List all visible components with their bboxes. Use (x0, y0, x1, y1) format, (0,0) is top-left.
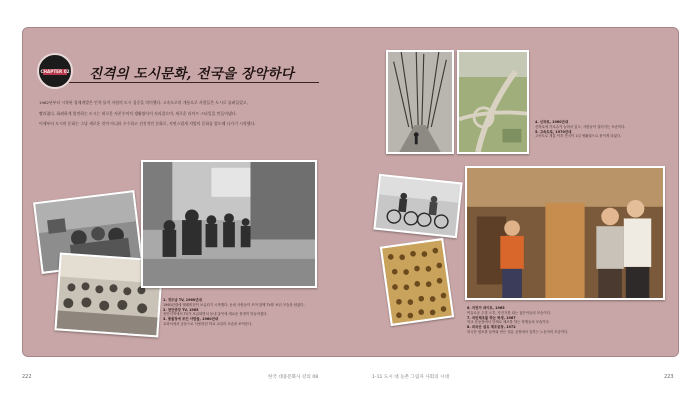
photo-image (382, 240, 452, 324)
caption-block-right-bottom (467, 306, 667, 335)
running-footer-right: 1-11 도시 대 농촌 그림자 사회의 시대 (372, 375, 449, 380)
caption-text: 고속도로 개통 이후 전국이 1일 생활권으로 묶이게 되었다. (535, 134, 622, 139)
caption-head: 4. 신작로, 1960년대 (535, 120, 569, 124)
caption-block-right-top (535, 120, 665, 139)
caption-text: 교과서에서 공동으로 사용하던 학교 교실의 모습을 보여준다. (163, 321, 253, 326)
photo-image (467, 168, 663, 298)
caption-head: 3. 풍물장에 모인 사람들, 1960년대 (163, 317, 219, 322)
caption-head: 7. 국민체조를 하는 학생, 1967 (467, 315, 516, 320)
photo-village-children (141, 160, 317, 288)
badge-text: CHAPTER 02 (40, 69, 70, 74)
running-footer-left: 한국 대중문화사 강의 08 (268, 375, 319, 380)
photo-image (376, 176, 461, 236)
title-underline (69, 82, 319, 83)
caption-text: 외국산 원료를 들여와 만든 섬유 공장에서 일하는 노동자의 모습이다. (467, 329, 569, 334)
caption-text: 여유로운 주말 오후, 자전거를 타는 젊은이들의 모습이다. (467, 310, 551, 315)
caption-head: 1. 귀두남 TV, 1960년대 (163, 298, 202, 302)
photo-image (388, 52, 452, 152)
chapter-badge (37, 53, 73, 89)
photo-exercise (380, 238, 455, 326)
photo-image (459, 52, 527, 152)
page-title: 진격의 도시문화, 전국을 장악하다 (89, 66, 294, 82)
caption-head: 8. 외국산 섬유 제조공장, 1972 (467, 325, 516, 330)
body-line: 이제부터 도시의 문화는 그냥 새로운 것이 아니라 우수하고 선진적인 문화로, 자연스럽게 지방의 문화를 압도해 나가기 시작했다. (39, 121, 256, 126)
caption-text: 1960년대에 텔레비전이 보급되기 시작했다. 동네 사람들이 모여 함께 TV를 보던 모습을 담았다. (163, 302, 305, 307)
page-number-right: 223 (664, 374, 674, 380)
photo-image (143, 162, 315, 286)
body-line: 빨라졌다. 화려하게 발전하는 도시는 새로운 자본주의적 생활양식이 자리잡으며, 새로운 라이프 스타일을 만들어냈다. (39, 110, 237, 116)
photo-highway (457, 50, 529, 154)
photo-factory-workers (465, 166, 665, 300)
photo-tree-road (386, 50, 454, 154)
caption-text: 신작로에 가로수가 늘어서 있고, 사람들이 걸어가는 모습이다. (535, 124, 626, 129)
page-number-left: 222 (22, 374, 32, 380)
body-paragraph (39, 98, 323, 130)
photo-bicycles (373, 174, 462, 238)
book-spread (22, 27, 679, 357)
body-line: 1962년부터 시작된 경제개발은 인적·물적 자원의 도시 집중을 의미했다. 고속도로의 개통으로 사람들은 도시로 몰려들었고, (39, 100, 248, 105)
caption-head: 2. 천안중앙 TV, 1965 (163, 307, 199, 312)
caption-text: 학교 운동장에서 단체로 체조를 하는 학생들의 모습이다. (467, 320, 550, 325)
caption-head: 6. 자전거 데이트, 1965 (467, 306, 505, 310)
caption-head: 5. 고속도로, 1970년대 (535, 129, 572, 134)
caption-text: 천안지역에서 TV가 보급되면서 동네 골목에 새로운 풍경이 만들어졌다. (163, 312, 268, 317)
caption-block-left (163, 298, 313, 327)
